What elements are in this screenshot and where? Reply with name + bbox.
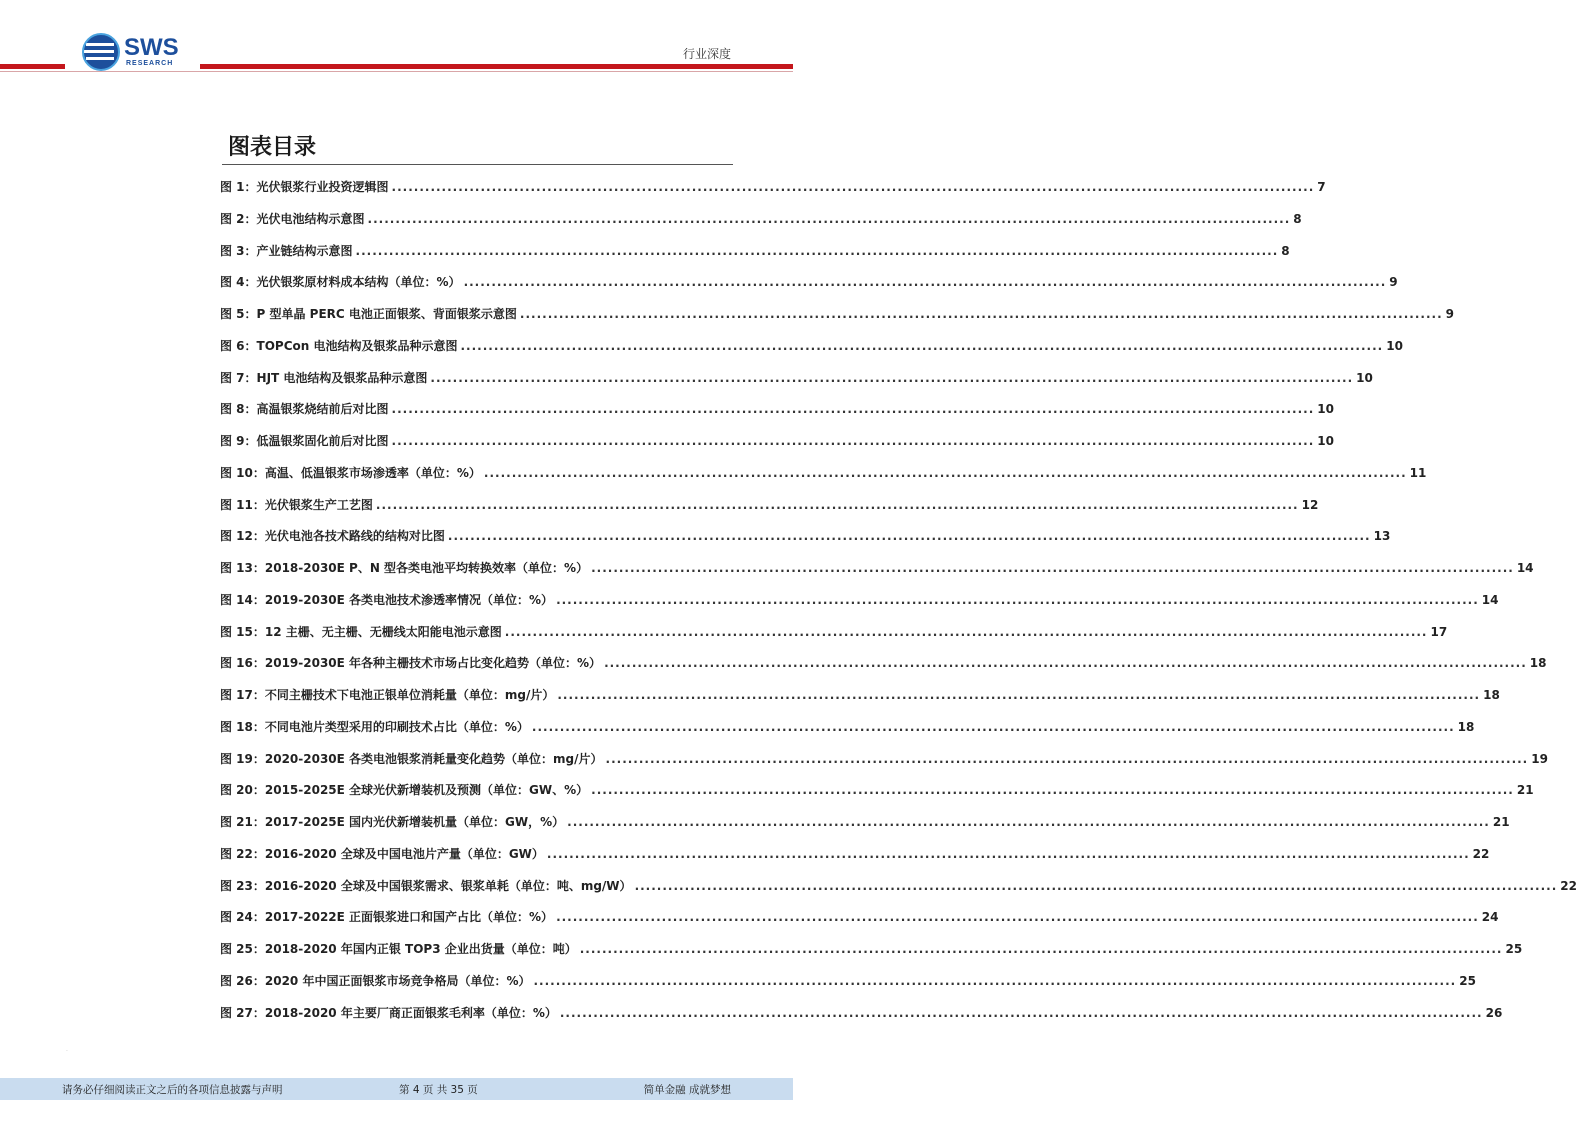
toc-entry-page: 21 bbox=[1516, 783, 1534, 798]
toc-leader-dots bbox=[635, 877, 1558, 895]
toc-entry-page: 8 bbox=[1281, 243, 1290, 258]
toc-entry-page: 18 bbox=[1529, 656, 1547, 671]
toc-leader-dots bbox=[520, 305, 1443, 323]
toc-leader-dots bbox=[392, 178, 1315, 196]
toc-entry[interactable] bbox=[220, 908, 1499, 940]
toc-entry[interactable] bbox=[220, 178, 1326, 210]
toc-entry-label: 图 4：光伏银浆原材料成本结构（单位：%） bbox=[220, 275, 461, 290]
toc-leader-dots bbox=[448, 527, 1371, 545]
header-rule-right bbox=[200, 64, 793, 69]
toc-leader-dots bbox=[560, 1004, 1483, 1022]
toc-entry-page: 25 bbox=[1505, 942, 1523, 956]
toc-entry-page: 13 bbox=[1373, 529, 1391, 544]
faint-mark: · bbox=[66, 1048, 68, 1055]
toc-leader-dots bbox=[532, 718, 1455, 736]
toc-leader-dots bbox=[392, 400, 1315, 418]
toc-entry[interactable] bbox=[220, 813, 1510, 845]
toc-entry[interactable] bbox=[220, 877, 1577, 909]
toc-leader-dots bbox=[557, 686, 1480, 704]
toc-entry[interactable] bbox=[220, 273, 1398, 305]
toc-entry-page: 24 bbox=[1481, 910, 1499, 925]
figure-list bbox=[220, 178, 1577, 1035]
toc-leader-dots bbox=[430, 369, 1353, 387]
toc-entry[interactable] bbox=[220, 369, 1373, 401]
toc-entry-label: 图 9：低温银浆固化前后对比图 bbox=[220, 434, 389, 448]
toc-entry-label: 图 15：12 主栅、无主栅、无栅线太阳能电池示意图 bbox=[220, 624, 502, 639]
toc-entry-label: 图 13：2018-2030E P、N 型各类电池平均转换效率（单位：%） bbox=[220, 561, 589, 575]
footer-page-number: 第 4 页 共 35 页 bbox=[399, 1084, 478, 1096]
toc-entry-page: 9 bbox=[1389, 275, 1398, 290]
toc-entry[interactable] bbox=[220, 623, 1448, 655]
toc-entry[interactable] bbox=[220, 559, 1534, 591]
toc-leader-dots bbox=[368, 210, 1291, 228]
toc-entry-label: 图 7：HJT 电池结构及银浆品种示意图 bbox=[220, 370, 428, 385]
toc-entry-page: 12 bbox=[1301, 497, 1319, 512]
toc-leader-dots bbox=[604, 654, 1527, 672]
toc-entry-page: 18 bbox=[1457, 719, 1475, 734]
toc-entry-page: 8 bbox=[1293, 211, 1302, 226]
toc-title-rule bbox=[222, 164, 733, 165]
toc-entry-page: 21 bbox=[1492, 815, 1510, 829]
toc-entry-label: 图 6：TOPCon 电池结构及银浆品种示意图 bbox=[220, 338, 458, 353]
toc-entry-label: 图 14：2019-2030E 各类电池技术渗透率情况（单位：%） bbox=[220, 592, 554, 607]
toc-entry-page: 10 bbox=[1356, 370, 1373, 385]
toc-entry[interactable] bbox=[220, 305, 1454, 337]
toc-entry-label: 图 11：光伏银浆生产工艺图 bbox=[220, 497, 373, 512]
toc-entry[interactable] bbox=[220, 496, 1319, 528]
toc-entry-label: 图 21：2017-2025E 国内光伏新增装机量（单位：GW，%） bbox=[220, 815, 565, 829]
toc-leader-dots bbox=[376, 496, 1299, 514]
toc-leader-dots bbox=[580, 940, 1503, 958]
toc-leader-dots bbox=[606, 750, 1529, 768]
footer-slogan: 简单金融 成就梦想 bbox=[643, 1084, 731, 1096]
toc-entry-label: 图 25：2018-2020 年国内正银 TOP3 企业出货量（单位：吨） bbox=[220, 942, 577, 956]
toc-entry[interactable] bbox=[220, 940, 1523, 972]
toc-entry-label: 图 20：2015-2025E 全球光伏新增装机及预测（单位：GW、%） bbox=[220, 783, 589, 798]
toc-entry[interactable] bbox=[220, 1004, 1503, 1036]
toc-entry-label: 图 17：不同主栅技术下电池正银单位消耗量（单位：mg/片） bbox=[220, 688, 555, 702]
toc-leader-dots bbox=[460, 337, 1383, 355]
toc-entry-label: 图 18：不同电池片类型采用的印刷技术占比（单位：%） bbox=[220, 719, 529, 734]
toc-entry[interactable] bbox=[220, 750, 1548, 782]
toc-entry-page: 10 bbox=[1317, 434, 1334, 448]
toc-entry-page: 22 bbox=[1472, 846, 1490, 861]
toc-entry-page: 18 bbox=[1483, 688, 1500, 702]
toc-leader-dots bbox=[505, 623, 1428, 641]
toc-entry-label: 图 5：P 型单晶 PERC 电池正面银浆、背面银浆示意图 bbox=[220, 307, 517, 321]
toc-entry[interactable] bbox=[220, 527, 1391, 559]
sws-logo bbox=[82, 32, 192, 72]
toc-entry[interactable] bbox=[220, 845, 1490, 877]
toc-entry[interactable] bbox=[220, 400, 1334, 432]
toc-entry-label: 图 22：2016-2020 全球及中国电池片产量（单位：GW） bbox=[220, 846, 544, 861]
toc-leader-dots bbox=[567, 813, 1490, 831]
toc-entry-label: 图 8：高温银浆烧结前后对比图 bbox=[220, 402, 389, 417]
toc-entry-page: 14 bbox=[1481, 592, 1499, 607]
toc-entry-label: 图 1：光伏银浆行业投资逻辑图 bbox=[220, 180, 389, 194]
toc-entry-label: 图 10：高温、低温银浆市场渗透率（单位：%） bbox=[220, 465, 481, 480]
toc-entry[interactable] bbox=[220, 591, 1499, 623]
toc-entry-label: 图 3：产业链结构示意图 bbox=[220, 243, 353, 258]
toc-entry-label: 图 12：光伏电池各技术路线的结构对比图 bbox=[220, 529, 445, 544]
toc-entry[interactable] bbox=[220, 718, 1475, 750]
report-type-label: 行业深度 bbox=[682, 47, 731, 61]
toc-entry[interactable] bbox=[220, 686, 1500, 718]
toc-entry-page: 25 bbox=[1459, 973, 1476, 988]
toc-title: 图表目录 bbox=[228, 135, 317, 160]
toc-entry-label: 图 19：2020-2030E 各类电池银浆消耗量变化趋势（单位：mg/片） bbox=[220, 751, 603, 766]
toc-entry-page: 14 bbox=[1516, 561, 1534, 575]
toc-entry-label: 图 24：2017-2022E 正面银浆进口和国产占比（单位：%） bbox=[220, 910, 554, 925]
toc-entry-label: 图 27：2018-2020 年主要厂商正面银浆毛利率（单位：%） bbox=[220, 1005, 557, 1020]
logo-text: SWS bbox=[124, 34, 179, 61]
footer-bar bbox=[0, 1078, 793, 1100]
header-rule-left bbox=[0, 64, 65, 69]
toc-leader-dots bbox=[556, 591, 1479, 609]
toc-leader-dots bbox=[591, 781, 1514, 799]
toc-entry[interactable] bbox=[220, 464, 1427, 496]
toc-entry[interactable] bbox=[220, 242, 1290, 274]
toc-leader-dots bbox=[591, 559, 1514, 577]
toc-leader-dots bbox=[484, 464, 1407, 482]
toc-leader-dots bbox=[533, 972, 1456, 990]
toc-leader-dots bbox=[556, 908, 1479, 926]
toc-entry[interactable] bbox=[220, 654, 1547, 686]
toc-entry-label: 图 26：2020 年中国正面银浆市场竞争格局（单位：%） bbox=[220, 973, 531, 988]
toc-entry[interactable] bbox=[220, 337, 1403, 369]
toc-entry-label: 图 2：光伏电池结构示意图 bbox=[220, 211, 365, 226]
toc-leader-dots bbox=[547, 845, 1470, 863]
toc-entry-page: 10 bbox=[1317, 402, 1334, 417]
toc-entry-label: 图 16：2019-2030E 年各种主栅技术市场占比变化趋势（单位：%） bbox=[220, 656, 602, 671]
toc-entry-page: 26 bbox=[1485, 1005, 1503, 1020]
toc-entry-page: 7 bbox=[1317, 180, 1326, 194]
toc-entry-page: 22 bbox=[1560, 878, 1577, 893]
toc-entry-page: 19 bbox=[1531, 751, 1548, 766]
toc-entry[interactable] bbox=[220, 781, 1534, 813]
toc-entry[interactable] bbox=[220, 972, 1476, 1004]
toc-entry-page: 10 bbox=[1386, 338, 1403, 353]
toc-entry[interactable] bbox=[220, 210, 1302, 242]
toc-leader-dots bbox=[464, 273, 1387, 291]
toc-entry-page: 9 bbox=[1445, 307, 1454, 321]
toc-entry-page: 17 bbox=[1430, 624, 1448, 639]
header-thin-rule bbox=[0, 71, 793, 72]
sws-logo-icon bbox=[82, 32, 122, 72]
toc-entry-page: 11 bbox=[1409, 465, 1427, 480]
logo-subtext: RESEARCH bbox=[126, 60, 174, 67]
footer-disclaimer: 请务必仔细阅读正文之后的各项信息披露与声明 bbox=[62, 1084, 283, 1096]
toc-entry[interactable] bbox=[220, 432, 1334, 464]
toc-entry-label: 图 23：2016-2020 全球及中国银浆需求、银浆单耗（单位：吨、mg/W） bbox=[220, 878, 632, 893]
toc-leader-dots bbox=[356, 242, 1279, 260]
toc-leader-dots bbox=[392, 432, 1315, 450]
